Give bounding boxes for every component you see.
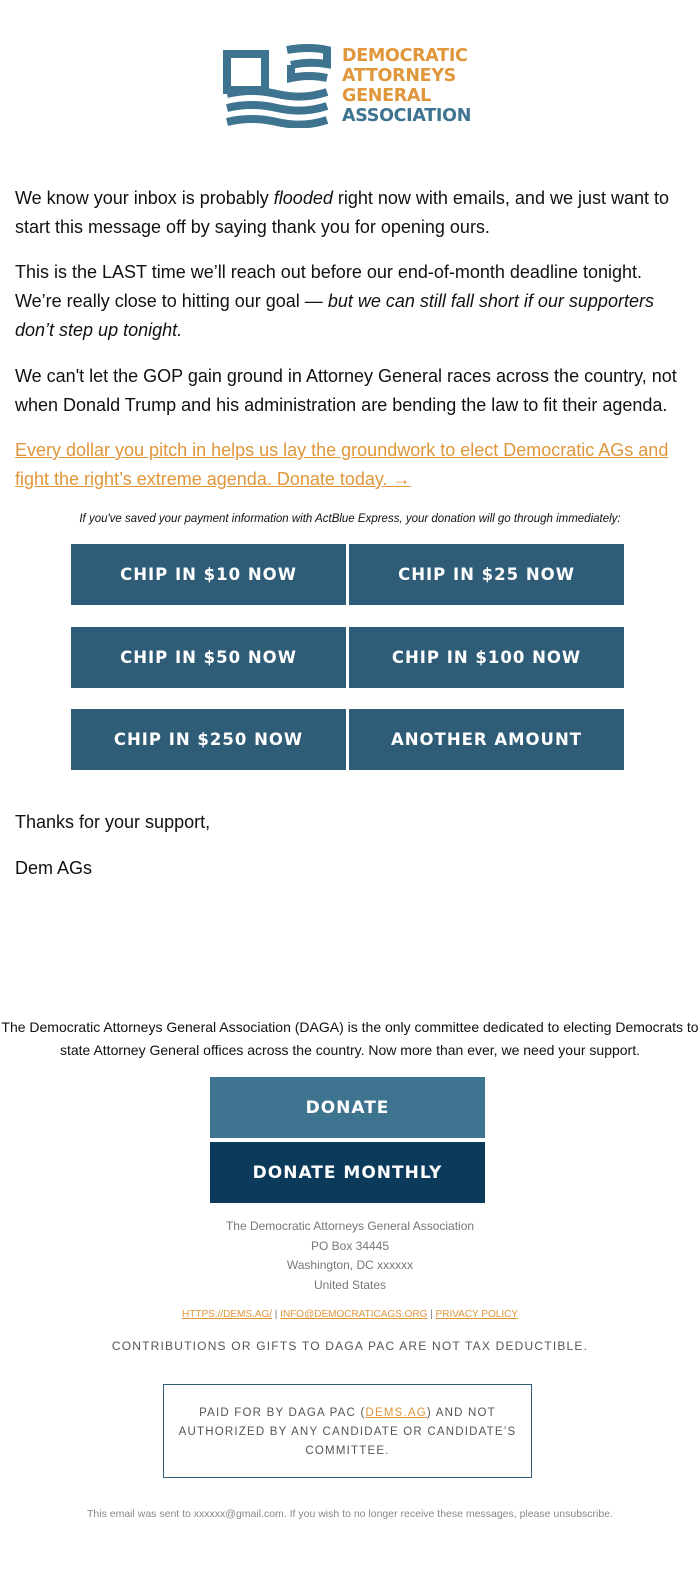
chip-in-250-button[interactable]: CHIP IN $250 NOW	[71, 709, 346, 770]
daga-logo-mark	[221, 44, 333, 128]
gop-paragraph: We can't let the GOP gain ground in Attorney General races across the country, not when Donald Trump and his administration are bending the law to fit their agenda.	[15, 366, 677, 415]
paid-for-text: PAID FOR BY DAGA PAC (	[199, 1407, 366, 1419]
privacy-policy-link[interactable]: PRIVACY POLICY	[435, 1309, 518, 1320]
link-separator: |	[427, 1309, 436, 1320]
actblue-express-note: If you've saved your payment information with ActBlue Express, your donation will go through immediately:	[79, 513, 621, 525]
chip-in-25-button[interactable]: CHIP IN $25 NOW	[349, 544, 624, 605]
donate-monthly-button[interactable]: DONATE MONTHLY	[210, 1142, 485, 1203]
address-pobox: PO Box 34445	[310, 1238, 390, 1253]
donate-today-link[interactable]: Every dollar you pitch in helps us lay the groundwork to elect Democratic AGs and fight the right’s extreme agenda. Donate today. →	[15, 440, 669, 489]
chip-in-10-button[interactable]: CHIP IN $10 NOW	[71, 544, 346, 605]
donate-button[interactable]: DONATE	[210, 1077, 485, 1138]
signoff-name: Dem AGs	[15, 858, 93, 878]
deadline-text: This is the LAST time we’ll reach out before our end-of-month deadline tonight. We’re really close to hitting our goal —	[15, 262, 643, 311]
website-link[interactable]: HTTPS://DEMS.AG/	[182, 1309, 273, 1320]
daga-description: The Democratic Attorneys General Association (DAGA) is the only committee dedicated to electing Democrats to state Attorney General offices across the country. Now more than ever, we need your support.	[1, 1019, 699, 1058]
paid-for-text-end: ) AND NOT AUTHORIZED BY ANY CANDIDATE OR CANDIDATE’S COMMITTEE.	[178, 1407, 517, 1457]
address-city: Washington, DC xxxxxx	[286, 1258, 414, 1272]
dems-ag-link[interactable]: DEMS.AG	[365, 1407, 427, 1419]
address-country: United States	[313, 1277, 387, 1292]
mailing-address	[0, 1217, 700, 1295]
intro-text-end: right now with emails, and we just want to start this message off by saying thank you for opening ours.	[15, 188, 670, 237]
logo-line-democratic: DEMOCRATIC	[342, 46, 468, 66]
chip-in-100-button[interactable]: CHIP IN $100 NOW	[349, 627, 624, 688]
signoff-thanks: Thanks for your support,	[15, 812, 211, 832]
email-link[interactable]: INFO@DEMOCRATICAGS.ORG	[280, 1309, 428, 1320]
logo-wordmark	[342, 46, 471, 126]
cta-paragraph	[15, 436, 685, 494]
unsubscribe-note: This email was sent to xxxxxx@gmail.com. If you wish to no longer receive these messages, please unsubscribe.	[87, 1508, 613, 1520]
link-separator: |	[272, 1309, 281, 1320]
logo-line-general: GENERAL	[342, 86, 431, 106]
footer-links	[0, 1309, 700, 1320]
daga-logo	[221, 44, 481, 130]
deadline-paragraph	[15, 258, 685, 345]
intro-emphasis: flooded	[273, 188, 333, 208]
tax-disclaimer: CONTRIBUTIONS OR GIFTS TO DAGA PAC ARE NOT TAX DEDUCTIBLE.	[111, 1339, 589, 1353]
chip-in-50-button[interactable]: CHIP IN $50 NOW	[71, 627, 346, 688]
logo-line-association: ASSOCIATION	[342, 106, 472, 126]
address-org: The Democratic Attorneys General Association	[225, 1219, 475, 1233]
logo-line-attorneys: ATTORNEYS	[342, 66, 456, 86]
paid-for-disclaimer	[163, 1384, 532, 1478]
intro-paragraph	[15, 184, 685, 242]
intro-text: We know your inbox is probably	[15, 188, 274, 208]
another-amount-button[interactable]: ANOTHER AMOUNT	[349, 709, 624, 770]
deadline-emphasis: but we can still fall short if our supporters don’t step up tonight.	[15, 291, 654, 340]
